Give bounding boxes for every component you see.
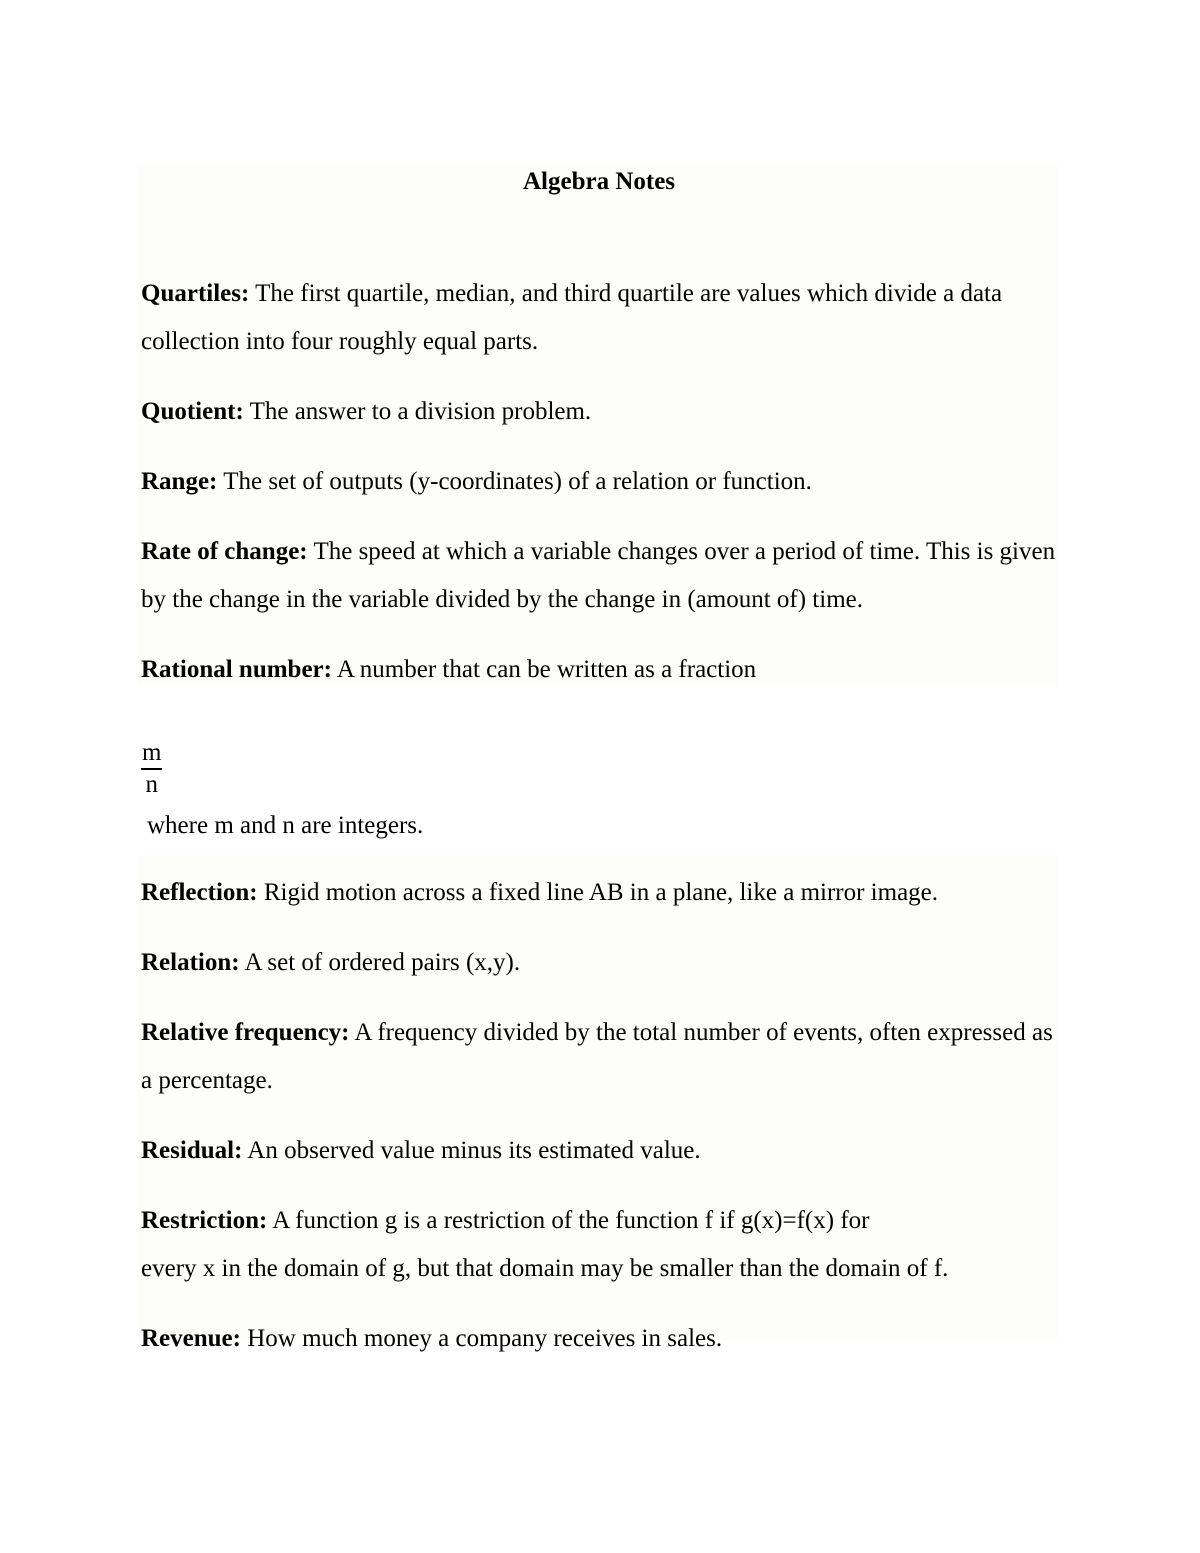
term-restriction: Restriction: (141, 1207, 268, 1234)
definition-range: The set of outputs (y-coordinates) of a relation or function. (223, 468, 812, 495)
definition-relation: A set of ordered pairs (x,y). (244, 949, 521, 976)
entry-residual (141, 1127, 1057, 1175)
fraction-denominator: n (145, 771, 158, 798)
term-quartiles: Quartiles: (141, 280, 250, 307)
definition-restriction-line1: A function g is a restriction of the function f if g(x)=f(x) for (272, 1207, 870, 1234)
entry-revenue (141, 1315, 1057, 1363)
definition-rate-of-change: The speed at which a variable changes over a period of time. This is given by the change in the variable divided by the change in (amount of) time. (141, 538, 1056, 613)
definition-residual: An observed value minus its estimated value. (247, 1137, 701, 1164)
document-body (141, 160, 1057, 1363)
fraction-m-over-n (141, 738, 162, 800)
fraction-numerator: m (141, 738, 162, 770)
definition-revenue: How much money a company receives in sales. (247, 1325, 723, 1352)
fraction-trailing-text: where m and n are integers. (147, 812, 424, 839)
definition-quartiles: The first quartile, median, and third quartile are values which divide a data collection into four roughly equal parts. (141, 280, 1003, 355)
definition-quotient: The answer to a division problem. (249, 398, 592, 425)
entry-relation (141, 939, 1057, 987)
entry-relative-frequency (141, 1009, 1057, 1105)
term-rational-number: Rational number: (141, 656, 332, 683)
term-relation: Relation: (141, 949, 240, 976)
entry-reflection (141, 869, 1057, 917)
entry-quartiles (141, 270, 1057, 366)
definition-rational-number: A number that can be written as a fraction (336, 656, 757, 683)
definition-restriction-line2: every x in the domain of g, but that domain may be smaller than the domain of f. (141, 1255, 949, 1282)
entry-rational-number (141, 646, 1057, 694)
definition-relative-frequency: A frequency divided by the total number of events, often expressed as a percentage. (141, 1019, 1053, 1094)
entry-range (141, 458, 1057, 506)
entry-quotient (141, 388, 1057, 436)
term-revenue: Revenue: (141, 1325, 241, 1352)
term-rate-of-change: Rate of change: (141, 538, 308, 565)
term-relative-frequency: Relative frequency: (141, 1019, 350, 1046)
term-reflection: Reflection: (141, 879, 258, 906)
entry-restriction (141, 1197, 1057, 1293)
definition-reflection: Rigid motion across a fixed line AB in a plane, like a mirror image. (263, 879, 939, 906)
page-title: Algebra Notes (522, 168, 676, 195)
term-residual: Residual: (141, 1137, 243, 1164)
term-quotient: Quotient: (141, 398, 244, 425)
entry-rate-of-change (141, 528, 1057, 624)
term-range: Range: (141, 468, 218, 495)
